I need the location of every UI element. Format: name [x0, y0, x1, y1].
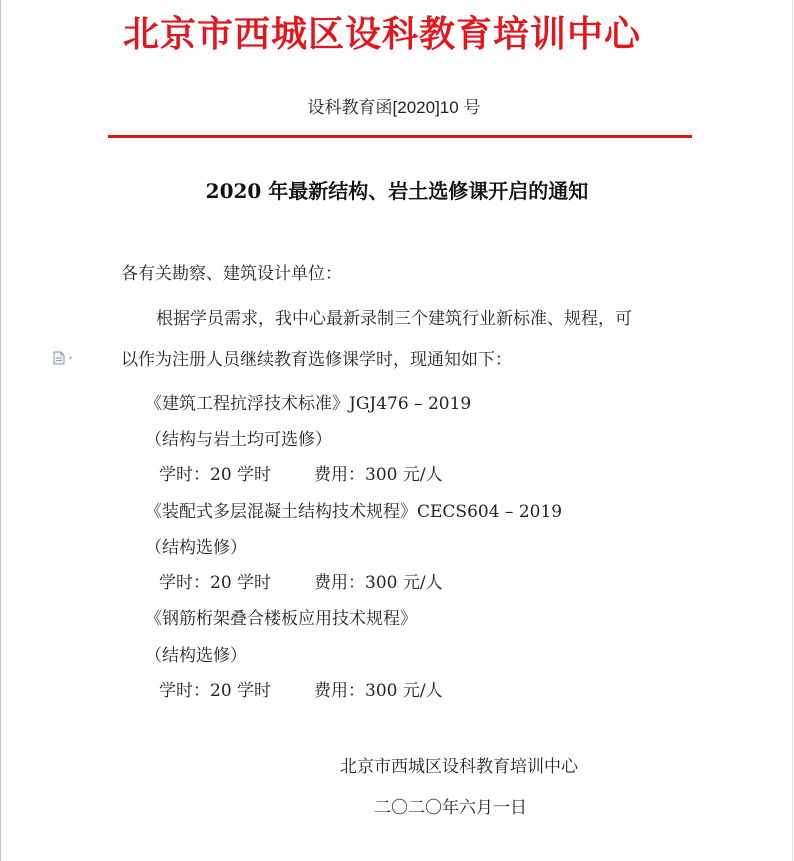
course-3-hours: 学时：20 学时: [159, 681, 272, 701]
course-2-scope: （结构选修）: [145, 538, 247, 558]
intro-line-2: 以作为注册人员继续教育选修课学时，现通知如下：: [121, 350, 512, 370]
intro-line-1: 根据学员需求，我中心最新录制三个建筑行业新标准、规程，可: [156, 309, 632, 329]
course-3-fee: 费用：300 元/人: [314, 681, 443, 701]
signature-org: 北京市西城区设科教育培训中心: [340, 757, 578, 777]
course-1-hours: 学时：20 学时: [159, 465, 272, 485]
course-2-name: 《装配式多层混凝土结构技术规程》CECS604 – 2019: [145, 502, 563, 522]
course-1-scope: （结构与岩土均可选修）: [145, 430, 332, 450]
course-2-hours: 学时：20 学时: [159, 573, 272, 593]
course-1-name: 《建筑工程抗浮技术标准》JGJ476 – 2019: [145, 394, 472, 414]
salutation: 各有关勘察、建筑设计单位：: [121, 264, 342, 284]
course-3-name: 《钢筋桁架叠合楼板应用技术规程》: [145, 609, 417, 629]
course-1-fee: 费用：300 元/人: [314, 465, 443, 485]
course-2-fee: 费用：300 元/人: [314, 573, 443, 593]
document-options-icon[interactable]: [53, 350, 77, 364]
course-3-scope: （结构选修）: [145, 646, 247, 666]
page-edge-left: [0, 0, 1, 861]
notice-title: 2020 年最新结构、岩土选修课开启的通知: [205, 179, 589, 203]
red-divider-rule: [108, 135, 692, 138]
document-number: 设科教育函[2020]10 号: [307, 98, 481, 117]
page-edge-right: [792, 0, 793, 861]
letterhead-org-name: 北京市西城区设科教育培训中心: [122, 13, 641, 55]
signature-date: 二〇二〇年六月一日: [374, 798, 527, 818]
